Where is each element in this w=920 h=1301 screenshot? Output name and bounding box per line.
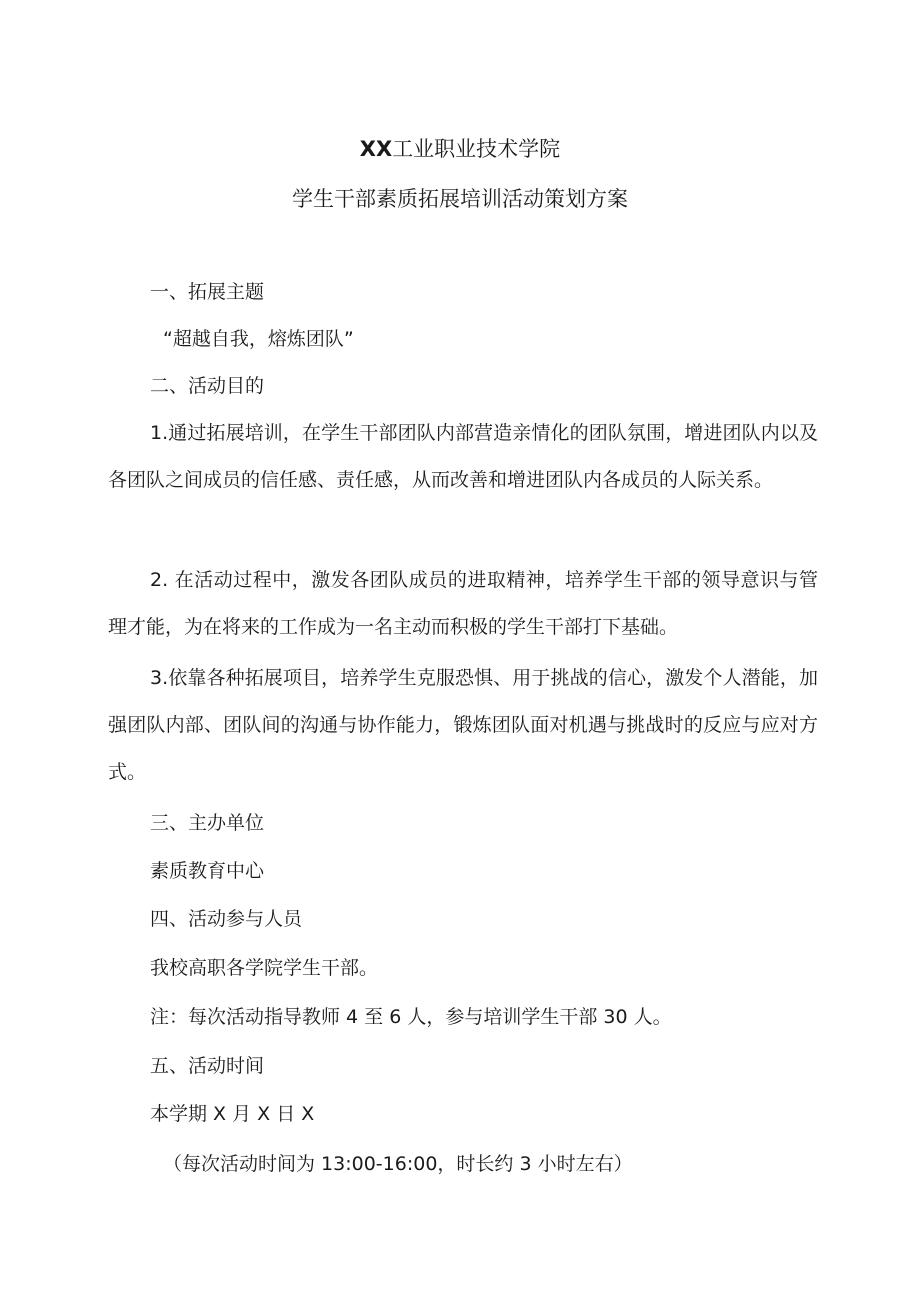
purpose-paragraph-3: 3.依靠各种拓展项目，培养学生克服恐惧、用于挑战的信心，激发个人潜能，加强团队内部、团队间的沟通与协作能力，锻炼团队面对机遇与挑战时的反应与应对方式。 [108, 667, 818, 783]
document-title [0, 134, 920, 164]
section-heading-participants: 四、活动参与人员 [150, 908, 303, 930]
participants-text: 我校高职各学院学生干部。 [150, 957, 379, 979]
title-prefix: XX [359, 137, 393, 161]
title-rest: 工业职业技术学院 [392, 137, 561, 161]
time-note: （每次活动时间为 13:00-16:00，时长约 3 小时左右） [163, 1153, 633, 1175]
theme-text: “超越自我，熔炼团队” [163, 328, 354, 350]
section-heading-time: 五、活动时间 [150, 1055, 265, 1077]
time-text: 本学期 X 月 X 日 X [150, 1103, 315, 1125]
organizer-text: 素质教育中心 [150, 860, 265, 882]
purpose-paragraph-2: 2. 在活动过程中，激发各团队成员的进取精神，培养学生干部的领导意识与管理才能，为在将来的工作成为一名主动而积极的学生干部打下基础。 [108, 569, 818, 638]
participants-note: 注：每次活动指导教师 4 至 6 人，参与培训学生干部 30 人。 [150, 1006, 672, 1028]
section-heading-theme: 一、拓展主题 [150, 281, 265, 303]
section-heading-purpose: 二、活动目的 [150, 375, 265, 397]
purpose-paragraph-1: 1.通过拓展培训，在学生干部团队内部营造亲情化的团队氛围，增进团队内以及各团队之间成员的信任感、责任感，从而改善和增进团队内各成员的人际关系。 [108, 422, 818, 491]
document-subtitle: 学生干部素质拓展培训活动策划方案 [292, 187, 628, 211]
section-heading-organizer: 三、主办单位 [150, 812, 265, 834]
